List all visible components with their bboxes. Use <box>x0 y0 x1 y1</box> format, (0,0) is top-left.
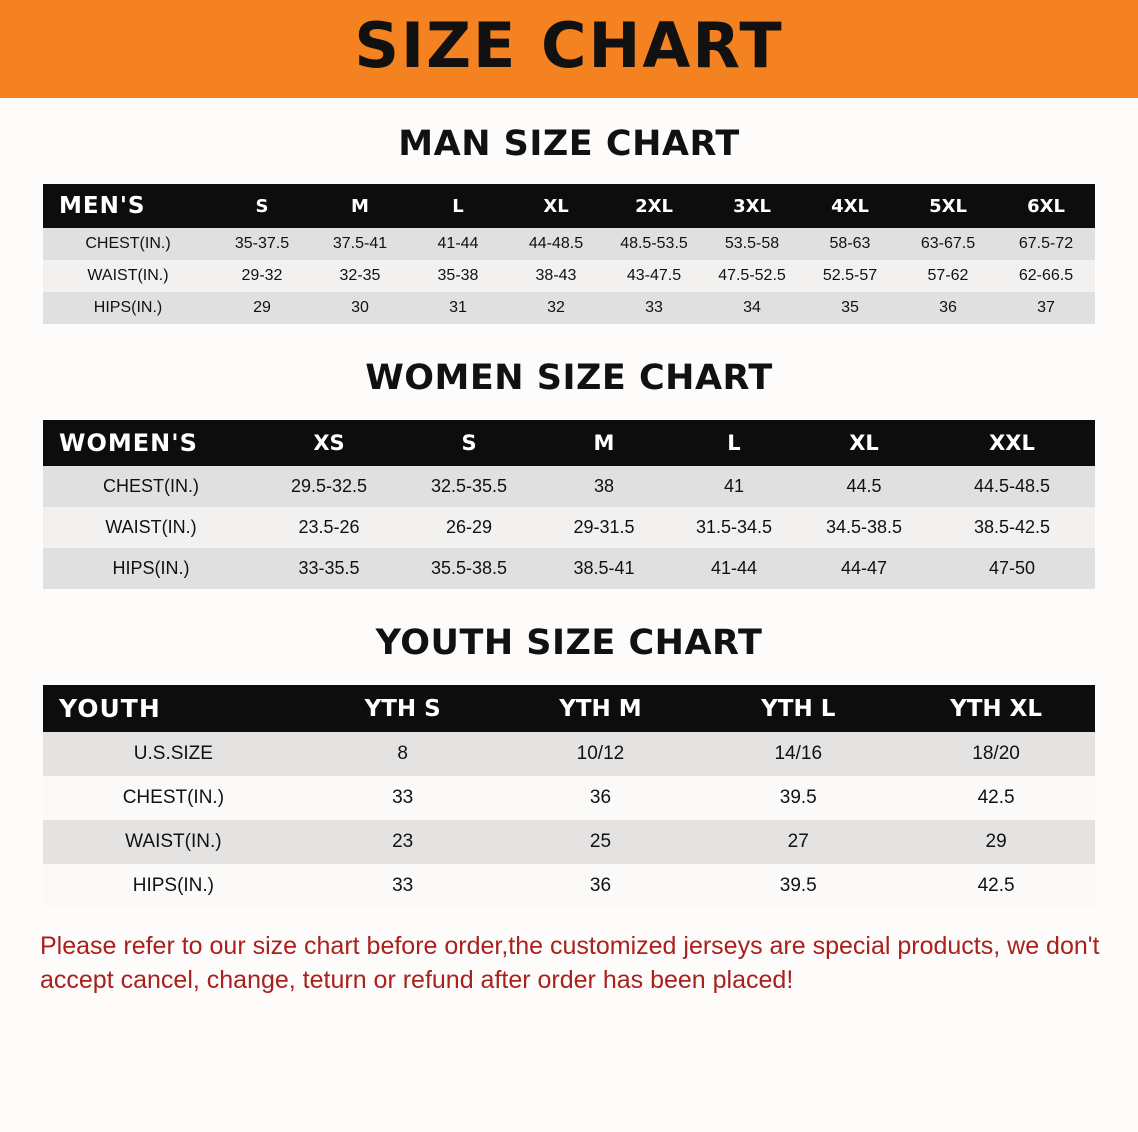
table-cell: 35-38 <box>409 260 507 292</box>
column-header: L <box>409 184 507 228</box>
women-size-table <box>43 420 1095 589</box>
table-row <box>43 228 1095 260</box>
row-label: HIPS(IN.) <box>43 292 213 324</box>
column-header: 2XL <box>605 184 703 228</box>
column-header: S <box>399 420 539 466</box>
table-cell: 32.5-35.5 <box>399 466 539 507</box>
row-label: CHEST(IN.) <box>43 776 304 820</box>
table-cell: 18/20 <box>897 732 1095 776</box>
row-label: WAIST(IN.) <box>43 507 259 548</box>
table-cell: 36 <box>899 292 997 324</box>
column-header: YTH S <box>304 685 502 732</box>
column-header: YTH L <box>699 685 897 732</box>
table-cell: 35.5-38.5 <box>399 548 539 589</box>
table-cell: 34.5-38.5 <box>799 507 929 548</box>
table-cell: 23.5-26 <box>259 507 399 548</box>
table-row <box>43 466 1095 507</box>
table-cell: 36 <box>502 776 700 820</box>
table-cell: 44-47 <box>799 548 929 589</box>
column-header: 4XL <box>801 184 899 228</box>
row-label: CHEST(IN.) <box>43 228 213 260</box>
table-cell: 39.5 <box>699 864 897 908</box>
page-title: SIZE CHART <box>354 9 784 82</box>
table-cell: 31 <box>409 292 507 324</box>
column-header: YTH XL <box>897 685 1095 732</box>
column-header: YOUTH <box>43 685 304 732</box>
column-header: XS <box>259 420 399 466</box>
table-cell: 39.5 <box>699 776 897 820</box>
row-label: WAIST(IN.) <box>43 260 213 292</box>
table-cell: 44.5 <box>799 466 929 507</box>
table-cell: 42.5 <box>897 864 1095 908</box>
table-cell: 29-32 <box>213 260 311 292</box>
return-policy-note: Please refer to our size chart before order,the customized jerseys are special products, we don't accept cancel, change, teturn or refund after order has been placed! <box>40 932 1100 994</box>
table-header-row <box>43 184 1095 228</box>
table-cell: 14/16 <box>699 732 897 776</box>
row-label: CHEST(IN.) <box>43 466 259 507</box>
table-row <box>43 732 1095 776</box>
table-cell: 35 <box>801 292 899 324</box>
table-cell: 41-44 <box>669 548 799 589</box>
page-banner <box>0 0 1138 98</box>
column-header: XL <box>507 184 605 228</box>
column-header: WOMEN'S <box>43 420 259 466</box>
row-label: HIPS(IN.) <box>43 548 259 589</box>
table-cell: 29 <box>213 292 311 324</box>
column-header: S <box>213 184 311 228</box>
table-row <box>43 292 1095 324</box>
column-header: XXL <box>929 420 1095 466</box>
table-cell: 33 <box>304 864 502 908</box>
women-section-title: WOMEN SIZE CHART <box>365 358 773 398</box>
table-cell: 35-37.5 <box>213 228 311 260</box>
table-row <box>43 548 1095 589</box>
table-cell: 38.5-42.5 <box>929 507 1095 548</box>
row-label: U.S.SIZE <box>43 732 304 776</box>
table-cell: 10/12 <box>502 732 700 776</box>
table-cell: 37.5-41 <box>311 228 409 260</box>
column-header: XL <box>799 420 929 466</box>
table-cell: 58-63 <box>801 228 899 260</box>
youth-section-title: YOUTH SIZE CHART <box>375 623 763 663</box>
table-cell: 53.5-58 <box>703 228 801 260</box>
table-header-row <box>43 685 1095 732</box>
table-cell: 63-67.5 <box>899 228 997 260</box>
table-cell: 62-66.5 <box>997 260 1095 292</box>
table-row <box>43 864 1095 908</box>
table-row <box>43 260 1095 292</box>
table-cell: 44-48.5 <box>507 228 605 260</box>
table-cell: 43-47.5 <box>605 260 703 292</box>
table-header-row <box>43 420 1095 466</box>
table-cell: 29 <box>897 820 1095 864</box>
table-cell: 48.5-53.5 <box>605 228 703 260</box>
table-cell: 38.5-41 <box>539 548 669 589</box>
table-cell: 25 <box>502 820 700 864</box>
table-cell: 44.5-48.5 <box>929 466 1095 507</box>
table-cell: 38-43 <box>507 260 605 292</box>
table-cell: 37 <box>997 292 1095 324</box>
table-cell: 30 <box>311 292 409 324</box>
column-header: M <box>311 184 409 228</box>
youth-size-table <box>43 685 1095 908</box>
table-cell: 47-50 <box>929 548 1095 589</box>
column-header: M <box>539 420 669 466</box>
column-header: MEN'S <box>43 184 213 228</box>
table-cell: 32 <box>507 292 605 324</box>
table-row <box>43 820 1095 864</box>
table-cell: 23 <box>304 820 502 864</box>
table-row <box>43 507 1095 548</box>
table-cell: 36 <box>502 864 700 908</box>
table-cell: 67.5-72 <box>997 228 1095 260</box>
table-cell: 41 <box>669 466 799 507</box>
table-cell: 8 <box>304 732 502 776</box>
column-header: L <box>669 420 799 466</box>
table-cell: 33 <box>304 776 502 820</box>
table-cell: 41-44 <box>409 228 507 260</box>
table-cell: 47.5-52.5 <box>703 260 801 292</box>
table-cell: 33-35.5 <box>259 548 399 589</box>
row-label: WAIST(IN.) <box>43 820 304 864</box>
table-cell: 31.5-34.5 <box>669 507 799 548</box>
man-size-table <box>43 184 1095 324</box>
table-cell: 38 <box>539 466 669 507</box>
column-header: 5XL <box>899 184 997 228</box>
column-header: 6XL <box>997 184 1095 228</box>
man-section-title: MAN SIZE CHART <box>398 124 740 164</box>
table-cell: 57-62 <box>899 260 997 292</box>
column-header: YTH M <box>502 685 700 732</box>
table-cell: 33 <box>605 292 703 324</box>
table-cell: 29.5-32.5 <box>259 466 399 507</box>
row-label: HIPS(IN.) <box>43 864 304 908</box>
table-cell: 52.5-57 <box>801 260 899 292</box>
table-cell: 42.5 <box>897 776 1095 820</box>
table-cell: 29-31.5 <box>539 507 669 548</box>
table-cell: 26-29 <box>399 507 539 548</box>
table-cell: 32-35 <box>311 260 409 292</box>
table-cell: 27 <box>699 820 897 864</box>
table-row <box>43 776 1095 820</box>
table-cell: 34 <box>703 292 801 324</box>
column-header: 3XL <box>703 184 801 228</box>
